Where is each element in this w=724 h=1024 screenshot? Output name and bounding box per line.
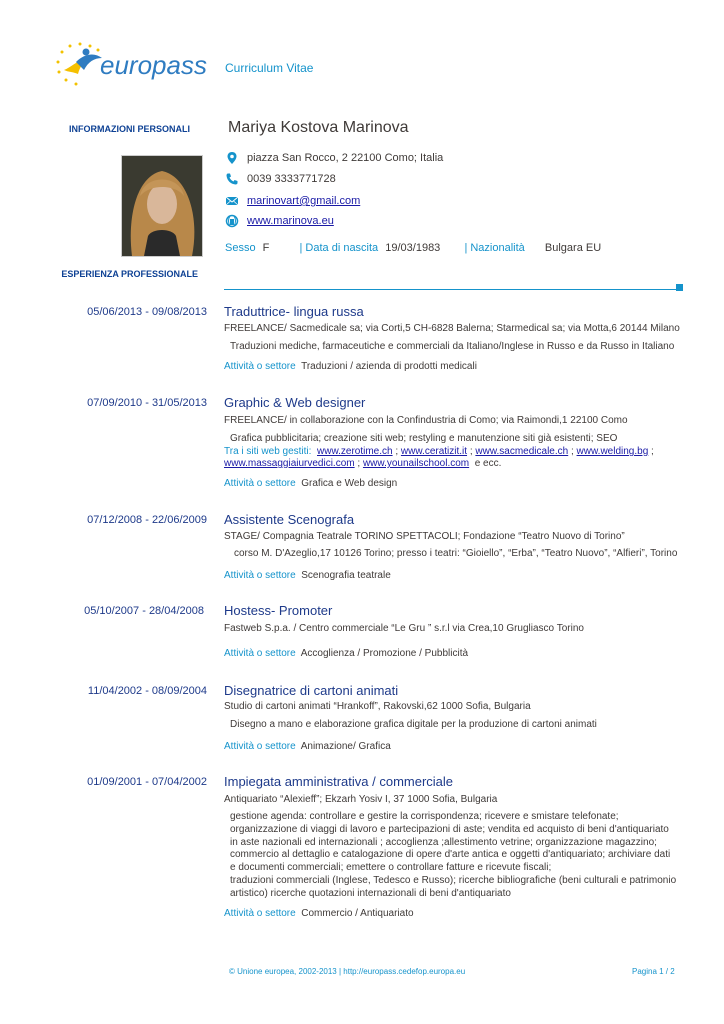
job-sector [224, 570, 391, 581]
job-date: 01/09/2001 - 07/04/2002 [87, 776, 207, 788]
job-date: 05/06/2013 - 09/08/2013 [87, 306, 207, 318]
website-link[interactable]: www.marinova.eu [247, 215, 334, 227]
site-link[interactable]: www.sacmedicale.ch [475, 446, 569, 457]
sector-value: Grafica e Web design [301, 478, 398, 489]
site-link[interactable]: www.zerotime.ch [317, 446, 393, 457]
nationality-label: | Nazionalità [464, 242, 525, 254]
job-description: Disegno a mano e elaborazione grafica digitale per la produzione di cartoni animati [230, 719, 597, 730]
address-row [225, 151, 443, 165]
job-title: Assistente Scenografa [224, 512, 355, 527]
managed-sites-line: Tra i siti web gestiti: www.zerotime.ch ; www.ceratizit.it ; www.sacmedicale.ch ; www.welding.bg ; [224, 446, 654, 457]
web-icon [225, 214, 239, 228]
job-description: corso M. D'Azeglio,17 10126 Torino; presso i teatri: “Gioiello”, “Erba”, “Teatro Nuovo”, “Alfieri”, Torino [234, 548, 678, 559]
job-employer: FREELANCE/ Sacmedicale sa; via Corti,5 CH-6828 Balerna; Starmedical sa; via Motta,6 20144 Milano [224, 323, 680, 334]
description-line: gestione agenda: controllare e gestire la corrispondenza; ricevere e smistare telefonate; [230, 811, 619, 822]
sector-label: Attività o settore [224, 908, 296, 919]
description-line: organizzazione di viaggi di lavoro e partecipazioni di aste; vendita ed acquisto di beni d'antiquariato [230, 823, 669, 835]
job-date: 07/12/2008 - 22/06/2009 [87, 514, 207, 526]
document-type-label: Curriculum Vitae [225, 61, 314, 75]
email-link[interactable]: marinovart@gmail.com [247, 195, 361, 207]
sector-label: Attività o settore [224, 478, 296, 489]
sector-value: Traduzioni / azienda di prodotti medicali [301, 361, 477, 372]
job-date: 11/04/2002 - 08/09/2004 [87, 685, 207, 697]
job-description-block [230, 811, 690, 901]
sites-suffix: e ecc. [474, 458, 502, 469]
job-title: Disegnatrice di cartoni animati [224, 683, 399, 698]
sector-value: Commercio / Antiquariato [301, 908, 414, 919]
description-line: artistico) ricerche quotazioni internazionali di beni d'antiquariato [230, 887, 511, 899]
nationality-value: Bulgara EU [544, 242, 602, 254]
birth-label: | Data di nascita [299, 242, 379, 254]
birth-value: 19/03/1983 [385, 242, 441, 254]
managed-sites-label: Tra i siti web gestiti: [224, 446, 312, 457]
sector-label: Attività o settore [224, 361, 296, 372]
phone-text: 0039 3333771728 [247, 173, 336, 185]
person-name: Mariya Kostova Marinova [228, 119, 409, 136]
job-sector [224, 741, 391, 752]
job-employer: Studio di cartoni animati “Hrankoff”, Rakovski,62 1000 Sofia, Bulgaria [224, 701, 531, 712]
job-employer: STAGE/ Compagnia Teatrale TORINO SPETTACOLI; Fondazione “Teatro Nuovo di Torino” [224, 531, 625, 542]
phone-icon [225, 172, 239, 186]
gender-label: Sesso [225, 242, 256, 254]
phone-row [225, 172, 336, 186]
job-sector [224, 361, 477, 372]
description-line: commercio al dettaglio e catalogazione di opere d'arte antica e oggetti d'antiquariato; archiviare dati [230, 849, 671, 861]
job-employer: Fastweb S.p.a. / Centro commerciale “Le Gru ” s.r.l via Crea,10 Grugliasco Torino [224, 623, 584, 634]
site-link[interactable]: www.ceratizit.it [400, 446, 468, 457]
job-title: Graphic & Web designer [224, 395, 366, 410]
email-row [225, 194, 360, 208]
managed-sites-line: www.massaggiaiurvedici.com ; www.younailschool.com e ecc. [224, 458, 502, 469]
job-title: Hostess- Promoter [224, 603, 333, 618]
description-line: e documenti commerciali; emettere o controllare fatture e ricevute fiscali; [230, 862, 552, 874]
svg-text:europass: europass [100, 50, 207, 80]
email-icon [225, 194, 239, 208]
site-link[interactable]: www.massaggiaiurvedici.com [224, 458, 355, 469]
europass-logo [50, 40, 210, 88]
sector-value: Animazione/ Grafica [300, 741, 391, 752]
footer-copyright: © Unione europea, 2002-2013 | http://europass.cedefop.europa.eu [229, 967, 466, 976]
section-divider-marker [676, 284, 683, 291]
personal-details [225, 242, 605, 254]
page-number: Pagina 1 / 2 [632, 967, 675, 976]
gender-value: F [262, 242, 270, 254]
job-title: Traduttrice- lingua russa [224, 304, 364, 319]
job-date: 05/10/2007 - 28/04/2008 [84, 605, 204, 617]
description-line: in aste nazionali ed internazionali ; accoglienza ;allestimento vetrine; organizzazione magazzino; [230, 836, 657, 848]
job-sector [224, 648, 468, 659]
sector-value: Accoglienza / Promozione / Pubblicità [300, 648, 469, 659]
job-description: Traduzioni mediche, farmaceutiche e commerciali da Italiano/Inglese in Russo e da Russo in Italiano [230, 341, 675, 352]
sector-label: Attività o settore [224, 741, 296, 752]
job-sector [224, 908, 414, 919]
site-link[interactable]: www.welding.bg [576, 446, 649, 457]
sector-value: Scenografia teatrale [301, 570, 391, 581]
address-text: piazza San Rocco, 2 22100 Como; Italia [247, 152, 444, 164]
job-employer: FREELANCE/ in collaborazione con la Confindustria di Como; via Raimondi,1 22100 Como [224, 415, 628, 426]
location-pin-icon [225, 151, 239, 165]
experience-section-label: ESPERIENZA PROFESSIONALE [61, 269, 198, 279]
description-line: traduzioni commerciali (Inglese, Tedesco e Russo); ricerche bibliografiche (beni culturali e patrimonio [230, 874, 677, 886]
job-description: Grafica pubblicitaria; creazione siti web; restyling e manutenzione siti già esistenti; SEO [230, 433, 618, 444]
profile-photo [121, 155, 203, 257]
job-employer: Antiquariato “Alexieff”; Ekzarh Yosiv I, 37 1000 Sofia, Bulgaria [224, 794, 498, 805]
job-title: Impiegata amministrativa / commerciale [224, 774, 454, 789]
sector-label: Attività o settore [224, 570, 296, 581]
sector-label: Attività o settore [224, 648, 296, 659]
section-divider [224, 289, 678, 290]
job-date: 07/09/2010 - 31/05/2013 [87, 397, 207, 409]
job-sector [224, 478, 397, 489]
personal-info-section-label: INFORMAZIONI PERSONALI [69, 124, 190, 134]
site-link[interactable]: www.younailschool.com [362, 458, 470, 469]
website-row [225, 214, 334, 228]
